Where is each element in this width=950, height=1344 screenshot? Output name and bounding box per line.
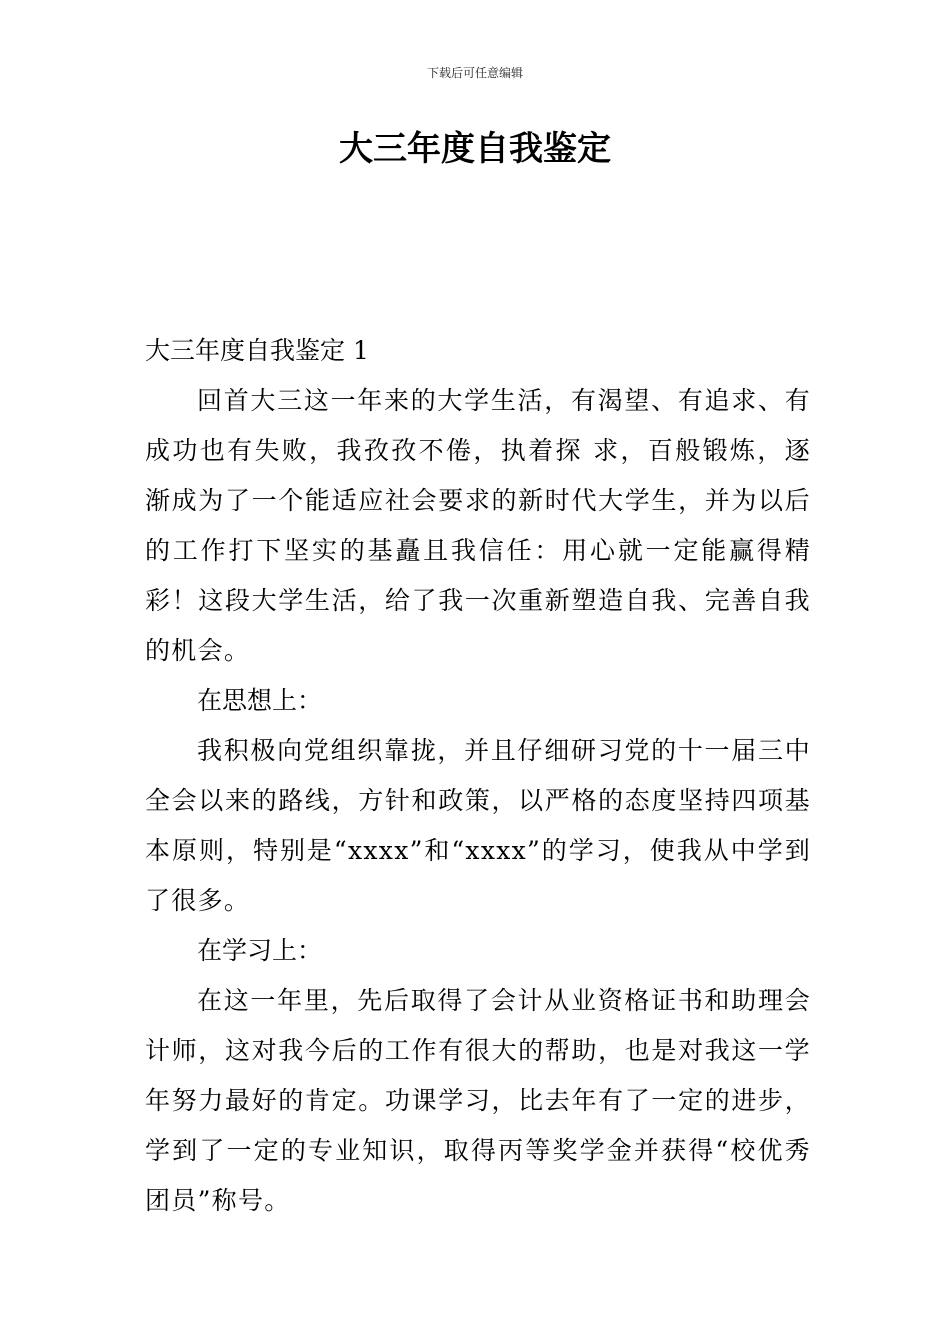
- subheading-study: 在学习上：: [197, 936, 323, 965]
- section-title: 大三年度自我鉴定 1: [145, 336, 369, 365]
- document-title: 大三年度自我鉴定: [339, 129, 611, 169]
- subheading-ideology: 在思想上：: [197, 686, 323, 715]
- paragraph-intro: 回首大三这一年来的大学生活，有渴望、有追求、有成功也有失败，我孜孜不倦，执着探 求，百般锻炼，逐渐成为了一个能适应社会要求的新时代大学生，并为以后的工作打下坚实的基矗且我信任：用心就一定能赢得精彩！这段大学生活，给了我一次重新塑造自我、完善自我的机会。: [145, 386, 811, 665]
- paragraph-ideology: 我积极向党组织靠拢，并且仔细研习党的十一届三中全会以来的路线，方针和政策，以严格的态度坚持四项基本原则，特别是“xxxx”和“xxxx”的学习，使我从中学到了很多。: [145, 736, 811, 915]
- document-body: [145, 326, 811, 1226]
- page-header-note: 下载后可任意编辑: [426, 66, 523, 80]
- paragraph-study: 在这一年里，先后取得了会计从业资格证书和助理会计师，这对我今后的工作有很大的帮助，也是对我这一学年努力最好的肯定。功课学习，比去年有了一定的进步，学到了一定的专业知识，取得丙等奖学金并获得“校优秀团员”称号。: [145, 986, 811, 1215]
